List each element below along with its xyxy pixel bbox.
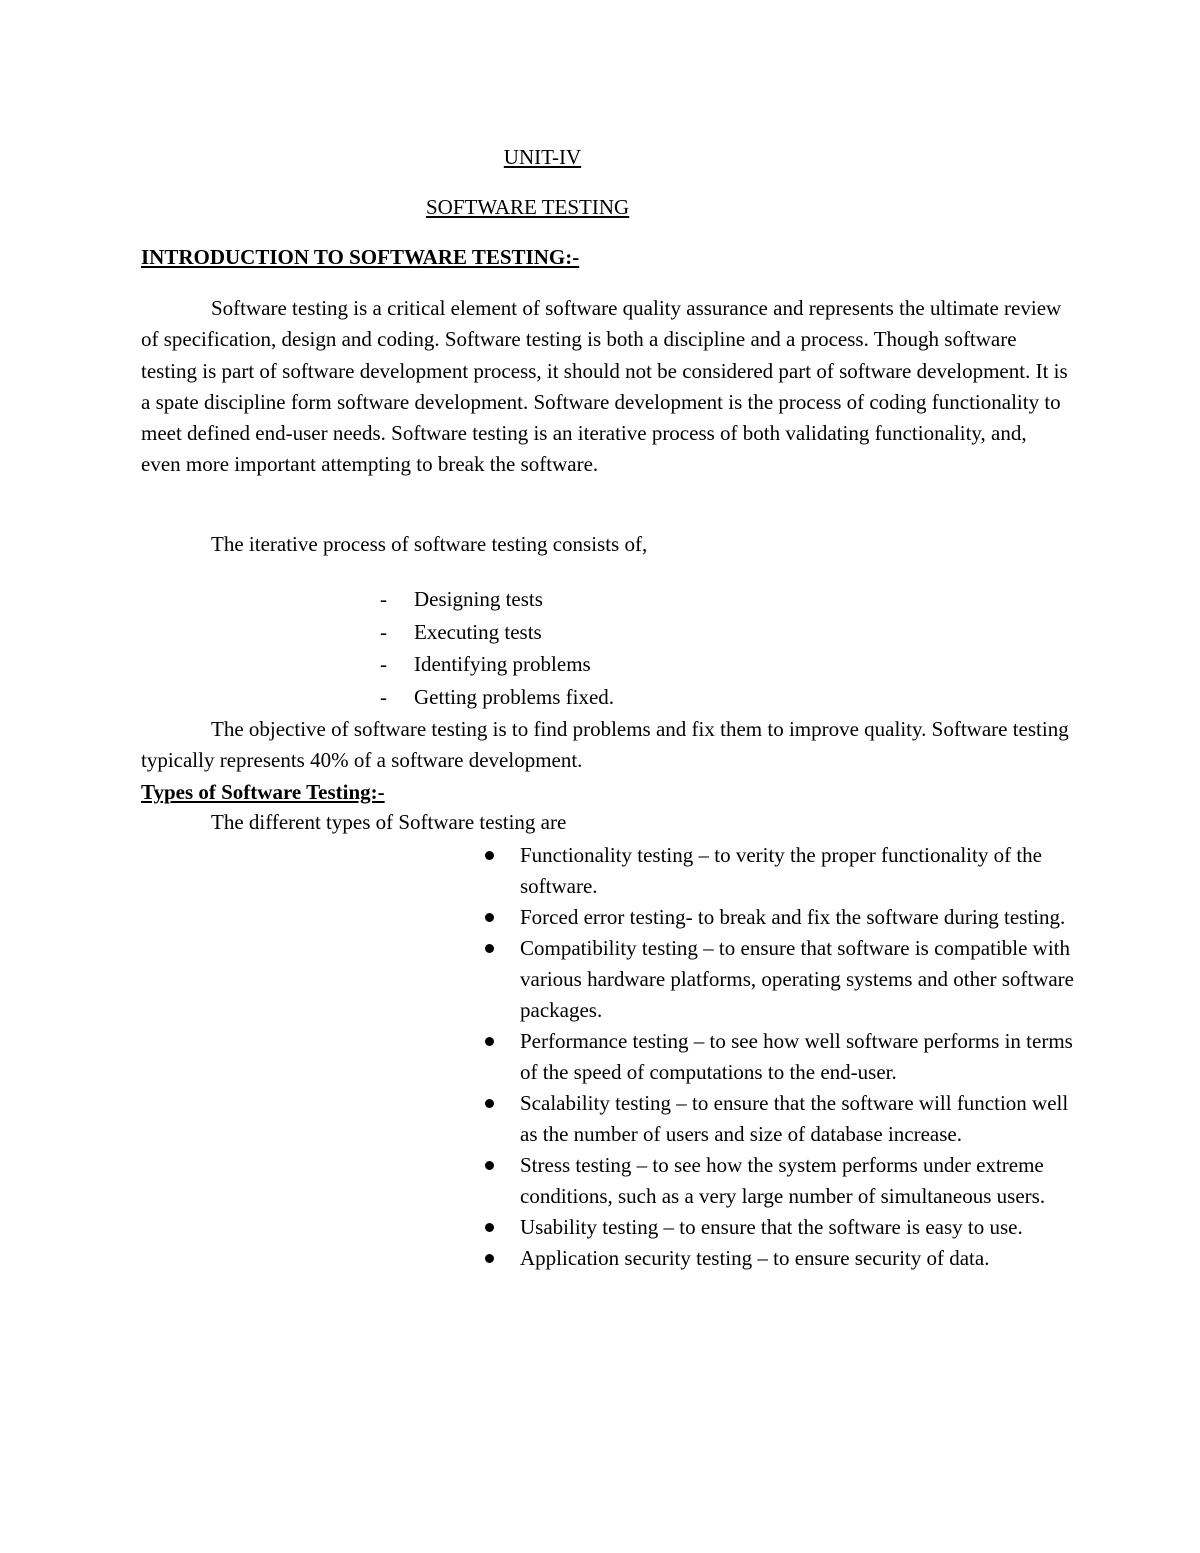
list-item-text: Functionality testing – to verity the proper functionality of the software. [520, 843, 1042, 898]
list-item-text: Performance testing – to see how well software performs in terms of the speed of computations to the end-user. [520, 1029, 1073, 1084]
types-intro: The different types of Software testing are [211, 810, 567, 834]
list-item [380, 583, 614, 616]
objective-paragraph-text: The objective of software testing is to find problems and fix them to improve quality. Software testing typically represents 40% of a software development. [141, 717, 1069, 773]
list-item [380, 681, 614, 714]
bullet-icon [485, 944, 494, 953]
list-item [380, 616, 614, 649]
intro-paragraph [141, 293, 1071, 481]
testing-types-list [480, 840, 1080, 1274]
intro-heading: INTRODUCTION TO SOFTWARE TESTING:- [141, 245, 580, 269]
iterative-intro: The iterative process of software testing consists of, [211, 532, 648, 556]
list-item [480, 933, 1080, 1026]
intro-paragraph-text: Software testing is a critical element of software quality assurance and represents the ultimate review of specification, design and coding. Software testing is both a discipline and a process. Though software testing is part of software development process, it should not be considered part of software development. It is a spate discipline form software development. Software development is the process of coding functionality to meet defined end-user needs. Software testing is an iterative process of both validating functionality, and, even more important attempting to break the software. [141, 296, 1068, 477]
list-item [480, 1212, 1080, 1243]
objective-paragraph [141, 714, 1071, 777]
unit-title: UNIT-IV [503, 145, 582, 169]
bullet-icon [485, 1099, 494, 1108]
list-item [480, 1088, 1080, 1150]
list-item [480, 902, 1080, 933]
bullet-icon [485, 913, 494, 922]
list-item-text: Compatibility testing – to ensure that software is compatible with various hardware platforms, operating systems and other software packages. [520, 936, 1074, 1022]
list-item-text: Scalability testing – to ensure that the software will function well as the number of users and size of database increase. [520, 1091, 1069, 1146]
list-item [380, 648, 614, 681]
dash-marker: - [380, 619, 387, 644]
list-item [480, 1026, 1080, 1088]
bullet-icon [485, 1254, 494, 1263]
list-item-text: Designing tests [414, 587, 543, 611]
dash-marker: - [380, 684, 387, 709]
list-item-text: Application security testing – to ensure security of data. [520, 1246, 990, 1270]
document-title: SOFTWARE TESTING [426, 195, 630, 219]
list-item [480, 1150, 1080, 1212]
list-item [480, 1243, 1080, 1274]
iterative-steps-list [380, 583, 614, 713]
dash-marker: - [380, 587, 387, 611]
list-item-text: Getting problems fixed. [414, 684, 615, 709]
list-item-text: Stress testing – to see how the system performs under extreme conditions, such as a very large number of simultaneous users. [520, 1153, 1046, 1208]
types-heading: Types of Software Testing:- [141, 780, 385, 804]
list-item-text: Usability testing – to ensure that the software is easy to use. [520, 1215, 1023, 1239]
list-item-text: Executing tests [414, 619, 542, 644]
list-item [480, 840, 1080, 902]
bullet-icon [485, 1037, 494, 1046]
bullet-icon [485, 851, 494, 860]
dash-marker: - [380, 652, 387, 676]
list-item-text: Forced error testing- to break and fix the software during testing. [520, 905, 1066, 929]
bullet-icon [485, 1223, 494, 1232]
list-item-text: Identifying problems [414, 652, 591, 676]
bullet-icon [485, 1161, 494, 1170]
